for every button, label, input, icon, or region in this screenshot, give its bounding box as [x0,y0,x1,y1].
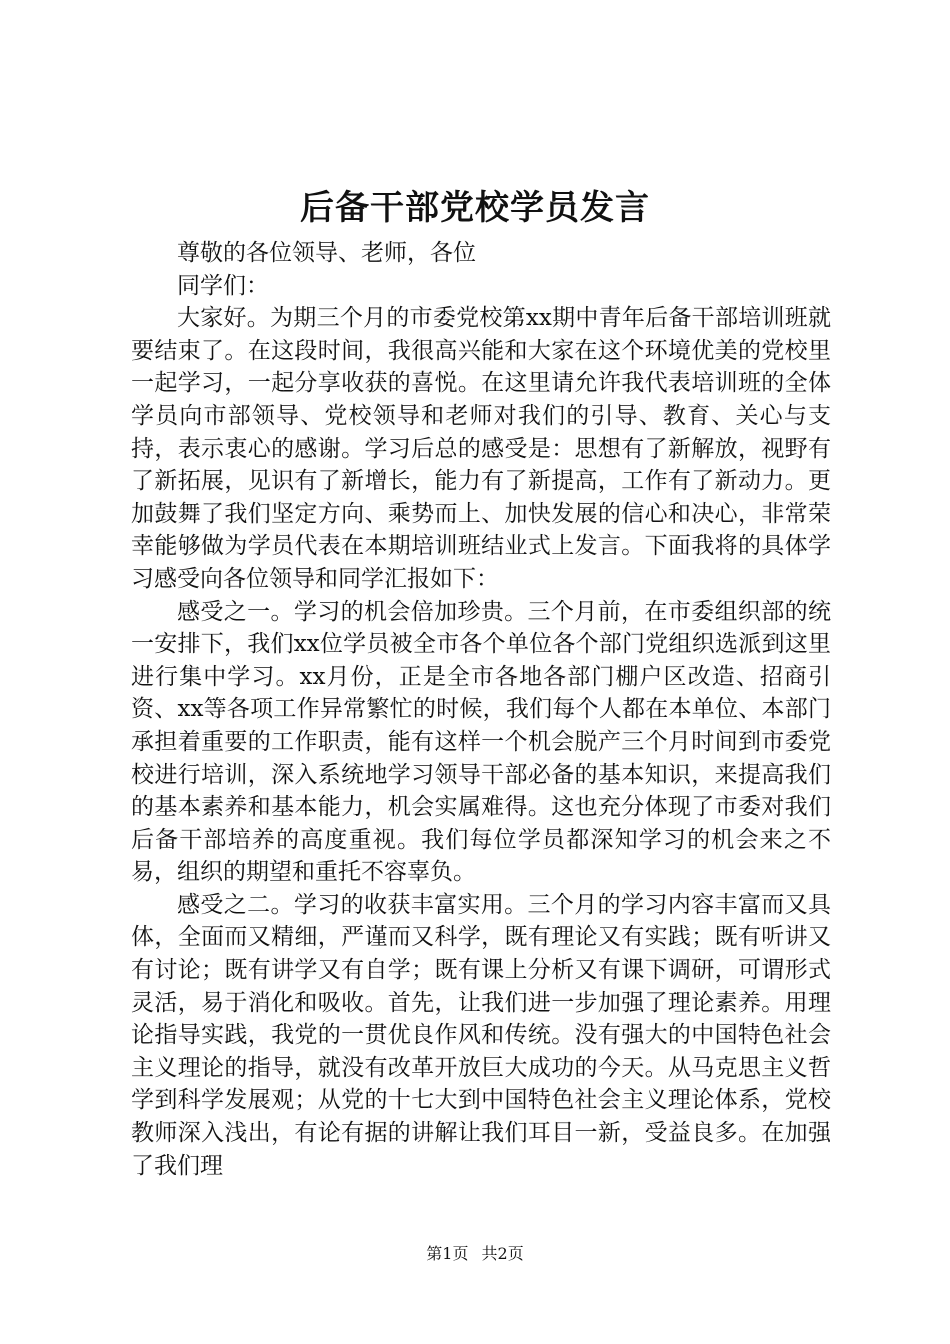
paragraph-feeling-one: 感受之一。学习的机会倍加珍贵。三个月前，在市委组织部的统一安排下，我们xx位学员被全市各个单位各个部门党组织选派到这里进行集中学习。xx月份，正是全市各地各部门棚户区改造、招商引资、xx等各项工作异常繁忙的时候，我们每个人都在本单位、本部门承担着重要的工作职责，能有这样一个机会脱产三个月时间到市委党校进行培训，深入系统地学习领导干部必备的基本知识，来提高我们的基本素养和基本能力，机会实属难得。这也充分体现了市委对我们后备干部培养的高度重视。我们每位学员都深知学习的机会来之不易，组织的期望和重托不容辜负。 [131,598,831,886]
paragraph-feeling-two: 感受之二。学习的收获丰富实用。三个月的学习内容丰富而又具体，全面而又精细，严谨而又科学，既有理论又有实践；既有听讲又有讨论；既有讲学又有自学；既有课上分析又有课下调研，可谓形式灵活，易于消化和吸收。首先，让我们进一步加强了理论素养。用理论指导实践，我党的一贯优良作风和传统。没有强大的中国特色社会主义理论的指导，就没有改革开放巨大成功的今天。从马克思主义哲学到科学发展观；从党的十七大到中国特色社会主义理论体系，党校教师深入浅出，有论有据的讲解让我们耳目一新，受益良多。在加强了我们理 [131,891,831,1179]
salutation-line-2: 同学们： [177,272,269,299]
salutation-line-1: 尊敬的各位领导、老师，各位 [177,240,476,266]
page-number: 第1页 [426,1244,469,1263]
page-total: 共2页 [481,1244,524,1263]
paragraph-greeting: 大家好。为期三个月的市委党校第xx期中青年后备干部培训班就要结束了。在这段时间，我很高兴能和大家在这个环境优美的党校里一起学习，一起分享收获的喜悦。在这里请允许我代表培训班的全体学员向市部领导、党校领导和老师对我们的引导、教育、关心与支持，表示衷心的感谢。学习后总的感受是：思想有了新解放，视野有了新拓展，见识有了新增长，能力有了新提高，工作有了新动力。更加鼓舞了我们坚定方向、乘势而上、加快发展的信心和决心，非常荣幸能够做为学员代表在本期培训班结业式上发言。下面我将的具体学习感受向各位领导和同学汇报如下： [131,305,831,592]
page-footer [0,1242,950,1266]
document-title: 后备干部党校学员发言 [300,188,650,228]
document-body [131,237,831,1182]
